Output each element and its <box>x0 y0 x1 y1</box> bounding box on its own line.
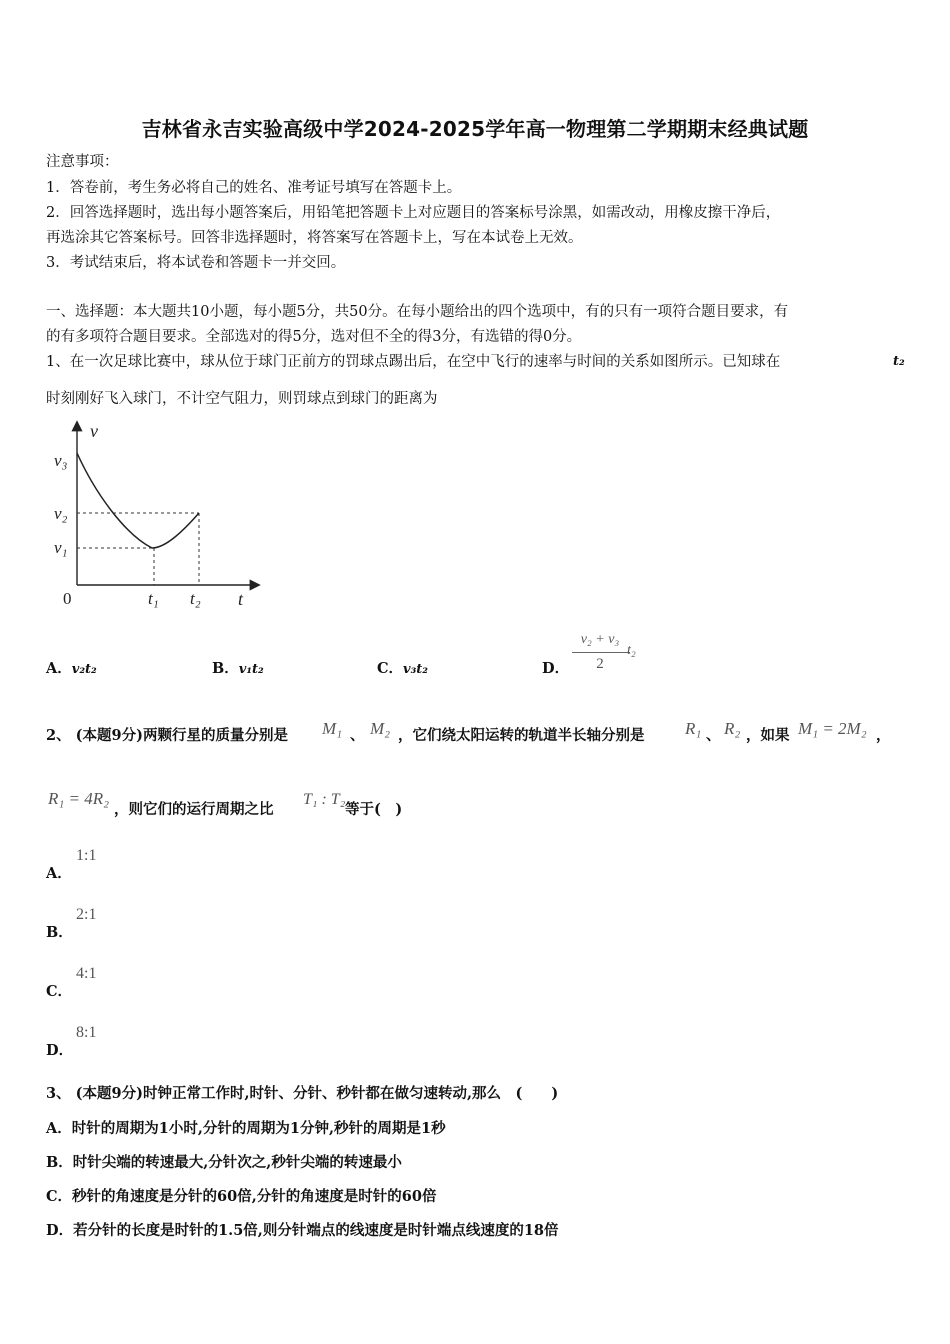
v2-label: v₂ <box>54 504 68 523</box>
q2-option-b[interactable] <box>46 904 166 941</box>
q1-t2-symbol: t₂ <box>893 354 905 369</box>
q2-m2: M₂ <box>370 719 391 738</box>
q3-option-d[interactable]: D．若分针的长度是时针的1.5倍,则分针端点的线速度是时针端点线速度的18倍 <box>46 1222 559 1239</box>
q2-condition-mass: M₁ = 2M₂ <box>798 719 867 738</box>
option-value: 8:1 <box>76 1024 97 1041</box>
q1-option-d-tail: t₂ <box>627 643 636 658</box>
x-axis-label: t <box>238 589 244 609</box>
option-letter: C． <box>46 983 73 1000</box>
option-letter: B． <box>212 660 239 677</box>
q1-velocity-time-graph <box>46 415 286 615</box>
q2-stem-end: 等于( ) <box>345 801 403 818</box>
v1-label: v₁ <box>54 538 68 557</box>
q1-option-b[interactable] <box>212 657 264 678</box>
q2-option-a[interactable] <box>46 845 166 882</box>
notice-item-2: 2．回答选择题时，选出每小题答案后，用铅笔把答题卡上对应题目的答案标号涂黑，如需改动，用橡皮擦干净后， <box>46 205 781 221</box>
q2-period-ratio: T₁ : T₂ <box>303 791 346 808</box>
t2-label: t₂ <box>190 589 201 608</box>
q2-sep2: 、 <box>706 727 721 744</box>
fraction-bar <box>572 652 630 653</box>
section-instructions-line1: 一、选择题：本大题共10小题，每小题5分，共50分。在每小题给出的四个选项中，有的只有一项符合题目要求，有 <box>46 304 789 320</box>
option-letter: D． <box>542 660 570 677</box>
notice-item-2-cont: 再选涂其它答案标号。回答非选择题时，将答案写在答题卡上，写在本试卷上无效。 <box>46 230 583 246</box>
option-value: 2:1 <box>76 906 97 923</box>
option-letter: B． <box>46 924 73 941</box>
q1-option-d-numerator: v₂ + v₃ <box>580 632 620 647</box>
q2-stem-mid2: ，如果 <box>746 727 790 744</box>
q2-comma: ， <box>876 727 891 744</box>
origin-label: 0 <box>63 589 72 608</box>
q1-option-c[interactable] <box>377 657 428 678</box>
page-title: 吉林省永吉实验高级中学2024-2025学年高一物理第二学期期末经典试题 <box>141 117 809 141</box>
t1-label: t₁ <box>148 589 159 608</box>
q2-option-c[interactable] <box>46 963 166 1000</box>
option-text: v₃t₂ <box>403 662 428 677</box>
q1-stem-line1: 1、在一次足球比赛中，球从位于球门正前方的罚球点踢出后，在空中飞行的速率与时间的关系如图所示。已知球在 <box>46 354 781 370</box>
option-letter: C． <box>377 660 404 677</box>
notice-item-3: 3．考试结束后，将本试卷和答题卡一并交回。 <box>46 255 346 271</box>
q2-stem-mid3: ，则它们的运行周期之比 <box>114 801 274 818</box>
q1-option-a[interactable] <box>46 657 97 678</box>
q2-stem-mid1: ，它们绕太阳运转的轨道半长轴分别是 <box>398 727 645 744</box>
notice-item-1: 1．答卷前，考生务必将自己的姓名、准考证号填写在答题卡上。 <box>46 180 462 196</box>
q3-option-b[interactable]: B．时针尖端的转速最大,分针次之,秒针尖端的转速最小 <box>46 1154 402 1171</box>
y-axis-label: v <box>90 421 98 441</box>
q1-option-d[interactable] <box>542 657 569 678</box>
q2-stem-prefix: 2、 (本题9分)两颗行星的质量分别是 <box>46 727 288 744</box>
option-value: 4:1 <box>76 965 97 982</box>
notice-heading: 注意事项： <box>46 154 119 170</box>
option-letter: A． <box>46 660 72 677</box>
q1-option-d-denominator: 2 <box>596 656 604 672</box>
section-instructions-line2: 的有多项符合题目要求。全部选对的得5分，选对但不全的得3分，有选错的得0分。 <box>46 329 582 345</box>
q1-stem-line2: 时刻刚好飞入球门，不计空气阻力，则罚球点到球门的距离为 <box>46 391 438 407</box>
option-letter: D． <box>46 1042 74 1059</box>
q2-r1: R₁ <box>685 719 702 738</box>
q2-sep1: 、 <box>350 727 365 744</box>
q2-r2: R₂ <box>724 719 741 738</box>
option-value: 1:1 <box>76 847 97 864</box>
q3-option-c[interactable]: C．秒针的角速度是分针的60倍,分针的角速度是时针的60倍 <box>46 1188 437 1205</box>
velocity-curve <box>77 453 199 548</box>
q3-stem: 3、 (本题9分)时钟正常工作时,时针、分针、秒针都在做匀速转动,那么 ( ) <box>46 1085 559 1102</box>
q3-option-a[interactable]: A．时针的周期为1小时,分针的周期为1分钟,秒针的周期是1秒 <box>46 1120 446 1137</box>
option-text: v₁t₂ <box>238 662 264 677</box>
q2-option-d[interactable] <box>46 1022 166 1059</box>
option-text: v₂t₂ <box>71 662 97 677</box>
q2-condition-radius: R₁ = 4R₂ <box>48 789 110 808</box>
v3-label: v₃ <box>54 451 68 470</box>
option-letter: A． <box>46 865 72 882</box>
q2-m1: M₁ <box>322 719 343 738</box>
